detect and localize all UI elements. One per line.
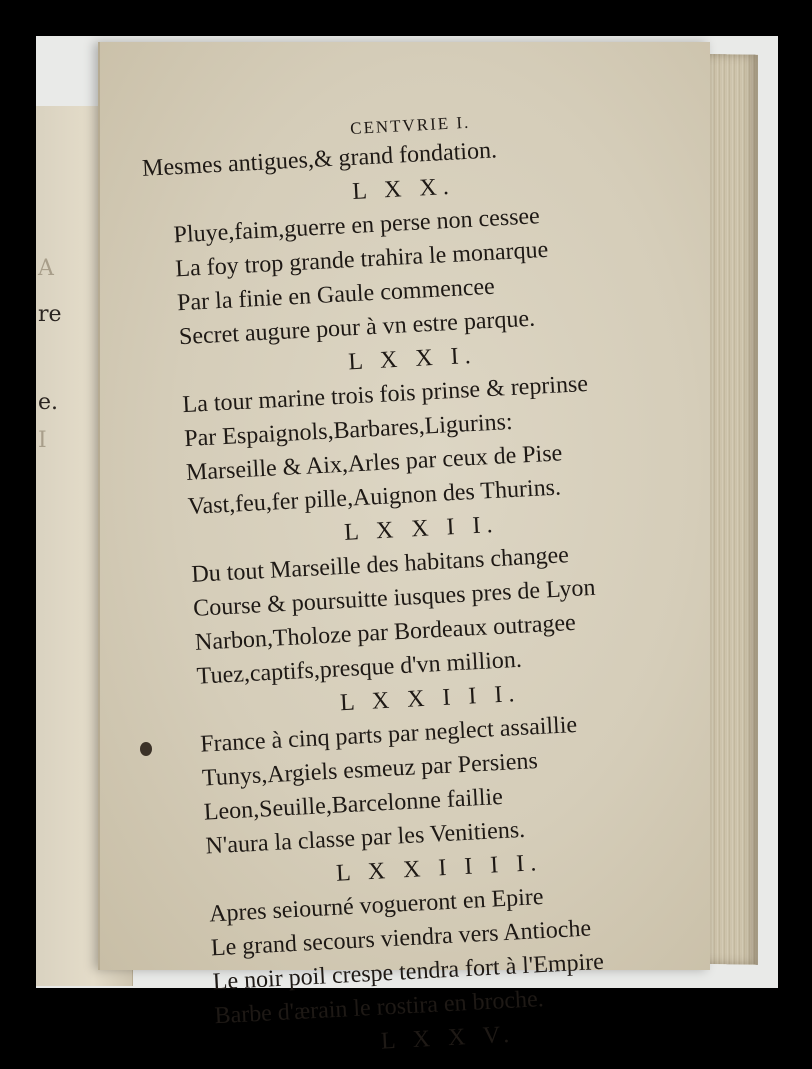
left-page-fragment: e. <box>38 390 59 415</box>
verse-line: Tunys,Argiels esmeuz par Persiens <box>201 748 539 792</box>
quatrain-number: L X X I I. <box>343 511 500 546</box>
verse-line: Par la finie en Gaule commencee <box>176 273 496 317</box>
quatrain-number: L X X. <box>351 173 456 205</box>
verse-line: La foy trop grande trahira le monarque <box>174 236 549 283</box>
quatrain-number: L X X I I I. <box>339 680 522 717</box>
verse-line: Mesmes antigues,& grand fondation. <box>141 137 498 182</box>
verse-line: Course & poursuitte iusques pres de Lyon <box>192 574 596 622</box>
verse-line: Par Espaignols,Barbares,Ligurins: <box>183 408 514 453</box>
verse-line: Barbe d'ærain le rostira en broche. <box>213 986 545 1030</box>
left-page-fragment: I <box>38 428 47 453</box>
right-page <box>98 42 710 1055</box>
running-head: CENTVRIE I. <box>349 112 471 138</box>
left-page-fragment: A <box>38 256 54 281</box>
page-text <box>140 101 709 1069</box>
verse-line: Marseille & Aix,Arles par ceux de Pise <box>185 440 563 487</box>
verse-line: Vast,feu,fer pille,Auignon des Thurins. <box>187 474 562 520</box>
verse-line: Le grand secours viendra vers Antioche <box>210 915 592 962</box>
verse-line: Leon,Seuille,Barcelonne faillie <box>203 783 504 826</box>
verse-line: La tour marine trois fois prinse & reprinse <box>181 370 589 419</box>
quatrain-number: L X X I. <box>347 342 478 376</box>
verse-line: Pluye,faim,guerre en perse non cessee <box>172 203 541 249</box>
verse-line: France à cinq parts par neglect assaillie <box>199 711 578 758</box>
verse-line: Du tout Marseille des habitans changee <box>190 542 570 588</box>
verse-line: Tuez,captifs,presque d'vn million. <box>196 646 523 690</box>
binding-hole <box>140 742 152 756</box>
verse-line: Apres seiourné vogueront en Epire <box>208 883 545 928</box>
left-page-fragment: re <box>38 302 62 327</box>
verse-line: Le noir poil crespe tendra fort à l'Empire <box>212 948 605 996</box>
quatrain-number: L X X I I I I. <box>335 849 543 887</box>
quatrain-number: L X X V. <box>380 1021 516 1055</box>
verse-line: Narbon,Tholoze par Bordeaux outragee <box>194 609 577 656</box>
verse-line: Secret augure pour à vn estre parque. <box>178 305 536 351</box>
verse-line: N'aura la classe par les Venitiens. <box>205 816 526 860</box>
scan-background <box>36 36 778 1055</box>
